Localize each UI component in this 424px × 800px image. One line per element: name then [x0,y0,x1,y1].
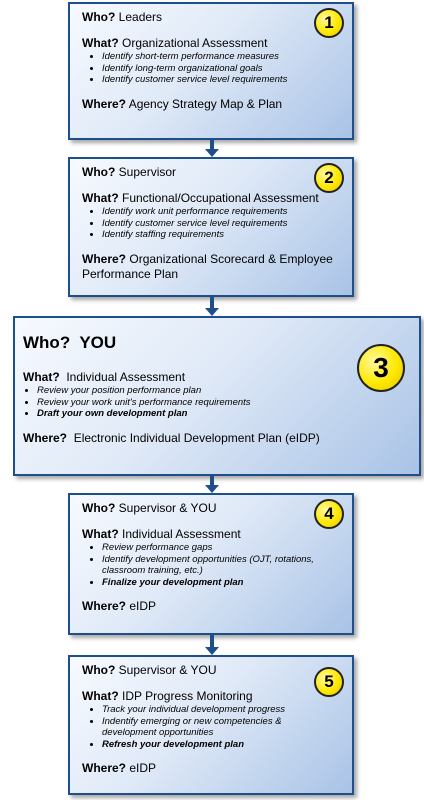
where-value: Agency Strategy Map & Plan [128,96,283,111]
bullet-item: • Refresh your development plan [102,739,314,751]
what-line: What? Individual Assessment [23,370,186,384]
who-value: Leaders [118,10,163,24]
bullet-item: • Review your position performance plan [37,385,411,397]
bullet-item: • Indentify emerging or new competencies & development opportunities [102,716,314,739]
where-value: Electronic Individual Development Plan (eIDP) [73,430,320,445]
where-line: Where? Agency Strategy Map & Plan [82,96,283,111]
who-line: Who? Supervisor & YOU [82,501,217,515]
bullet-item: • Identify short-term performance measures [102,51,344,63]
bullet-item: • Identify customer service level requirements [102,74,344,86]
what-value: Individual Assessment [66,370,186,384]
bullet-item: • Review performance gaps [102,542,314,554]
what-value: IDP Progress Monitoring [122,689,253,703]
step-3-box [13,316,421,476]
bullet-item: • Identify customer service level requirements [102,218,344,230]
where-line: Where? eIDP [82,599,157,613]
where-line: Where? Electronic Individual Development Plan (eIDP) [23,430,320,445]
step-5-box [68,655,354,795]
bullet-item: • Identify work unit performance requirements [102,206,344,218]
who-value: Supervisor & YOU [118,663,217,677]
who-value: YOU [79,333,117,352]
bullet-item: • Identify development opportunities (OJT, rotations, classroom training, etc.) [102,554,314,577]
flow-arrow [205,635,219,655]
where-value: Organizational Scorecard & Employee Performance Plan [82,251,333,281]
who-line: Who? Supervisor & YOU [82,663,217,677]
bullet-list [82,542,344,588]
what-value: Functional/Occupational Assessment [122,191,319,205]
bullet-list [23,385,411,420]
bullet-item: • Draft your own development plan [37,408,411,420]
who-line: Who? Leaders [82,10,163,24]
where-line: Where? eIDP [82,761,157,775]
where-value: eIDP [129,599,157,613]
what-line: What? IDP Progress Monitoring [82,689,253,703]
bullet-list [82,206,344,241]
step-1-box [68,2,354,140]
bullet-list [82,51,344,86]
bullet-item: • Identify long-term organizational goals [102,63,344,75]
what-value: Individual Assessment [122,527,241,541]
what-line: What? Organizational Assessment [82,36,268,50]
step-4-box [68,493,354,635]
step-number-badge: 2 [314,163,344,193]
step-number-badge: 5 [314,667,344,697]
where-value: eIDP [129,761,157,775]
who-value: Supervisor [118,165,177,179]
who-line: Who? YOU [23,333,117,352]
bullet-item: • Review your work unit's performance requirements [37,397,411,409]
bullet-item: • Track your individual development progress [102,704,314,716]
what-value: Organizational Assessment [122,36,268,50]
who-value: Supervisor & YOU [118,501,217,515]
bullet-item: • Finalize your development plan [102,577,314,589]
step-number-badge: 3 [357,344,405,392]
step-number-badge: 1 [314,8,344,38]
bullet-list [82,704,344,750]
bullet-item: • Identify staffing requirements [102,229,344,241]
what-line: What? Functional/Occupational Assessment [82,191,319,205]
flow-arrow [205,476,219,493]
step-number-badge: 4 [314,499,344,529]
flow-arrow [205,297,219,316]
flow-arrow [205,140,219,157]
where-line: Where? Organizational Scorecard & Employee Performance Plan [82,251,333,281]
what-line: What? Individual Assessment [82,527,241,541]
who-line: Who? Supervisor [82,165,177,179]
step-2-box [68,157,354,297]
